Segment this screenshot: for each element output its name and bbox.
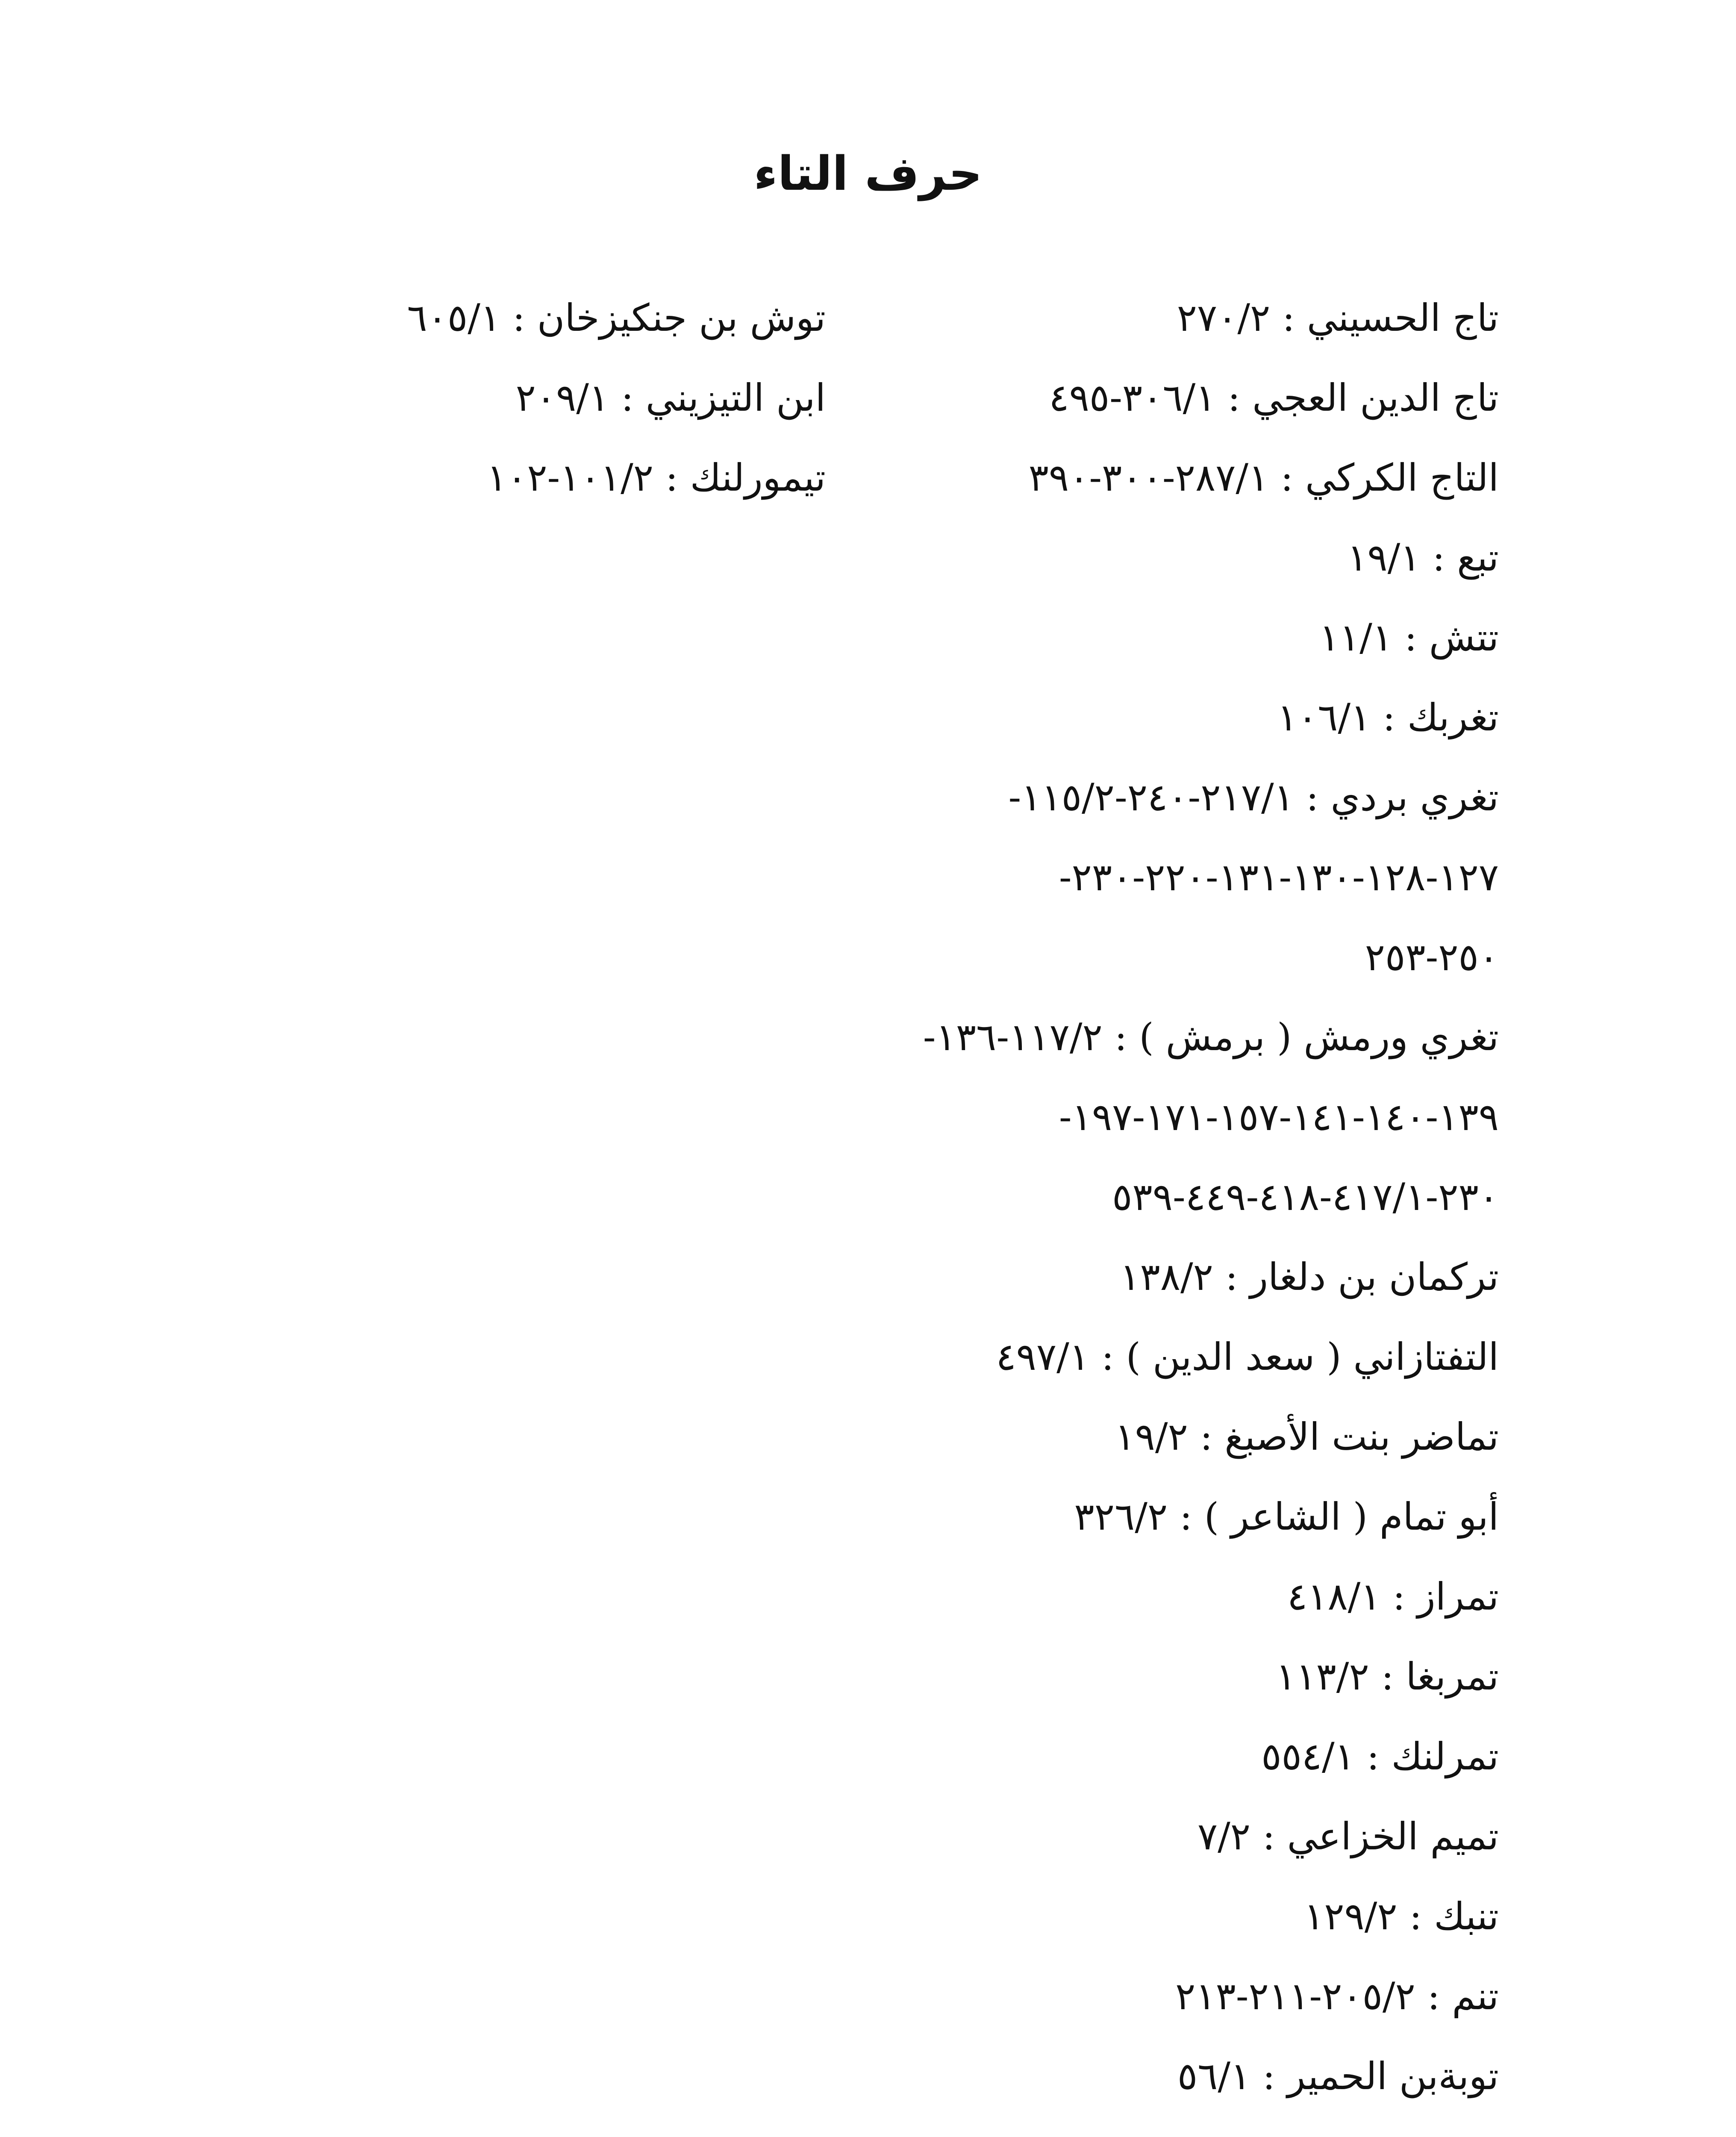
index-entry: تنبك : ١٢٩/٢	[1303, 1894, 1499, 1938]
index-column-right	[772, 278, 1499, 2116]
index-entry: تنم : ٢٠٥/٢-٢١١-٢١٣	[1175, 1974, 1499, 2018]
index-entry: تاج الحسيني : ٢٧٠/٢	[1177, 296, 1499, 340]
index-entry-continuation: ١٣٩-١٤٠-١٤١-١٥٧-١٧١-١٩٧-	[1059, 1095, 1499, 1139]
index-entry: تيمورلنك : ١٠١/٢-١٠٢	[486, 456, 826, 500]
index-entry: التاج الكركي : ٢٨٧/١-٣٠٠-٣٩٠	[1028, 456, 1499, 500]
index-entry: ابن التيزيني : ٢٠٩/١	[515, 376, 826, 420]
index-entry: تمربغا : ١١٣/٢	[1276, 1654, 1499, 1698]
index-entry: تغري بردي : ٢١٧/١-٢٤٠-١١٥/٢-	[1008, 775, 1499, 819]
index-entry: تميم الخزاعي : ٧/٢	[1197, 1814, 1499, 1858]
index-entry: توش بن جنكيزخان : ٦٠٥/١	[407, 296, 826, 340]
index-entry: توبةبن الحمير : ٥٦/١	[1177, 2054, 1499, 2098]
index-entry-continuation: ٢٣٠-٤١٧/١-٤١٨-٤٤٩-٥٣٩	[1112, 1175, 1499, 1219]
index-entry: تمرلنك : ٥٥٤/١	[1261, 1734, 1499, 1778]
index-column-left	[313, 278, 826, 518]
index-entry: تغري ورمش ( برمش ) : ١١٧/٢-١٣٦-	[923, 1015, 1499, 1059]
index-entry: تتش : ١١/١	[1319, 615, 1499, 659]
page-heading: حرف التاء	[753, 146, 983, 201]
index-entry-continuation: ١٢٧-١٢٨-١٣٠-١٣١-٢٢٠-٢٣٠-	[1059, 855, 1499, 899]
index-entry: التفتازاني ( سعد الدين ) : ٤٩٧/١	[996, 1335, 1499, 1379]
index-entry: تركمان بن دلغار : ١٣٨/٢	[1120, 1255, 1499, 1299]
index-entry: تماضر بنت الأصبغ : ١٩/٢	[1115, 1415, 1499, 1459]
index-entry: تمراز : ٤١٨/١	[1287, 1575, 1499, 1619]
index-entry: أبو تمام ( الشاعر ) : ٣٢٦/٢	[1074, 1495, 1499, 1539]
index-entry-continuation: ٢٥٠-٢٥٣	[1365, 935, 1499, 979]
index-entry: تاج الدين العجي : ٣٠٦/١-٤٩٥	[1049, 376, 1499, 420]
index-entry: تغربك : ١٠٦/١	[1277, 695, 1499, 739]
index-entry: تبع : ١٩/١	[1347, 536, 1499, 580]
